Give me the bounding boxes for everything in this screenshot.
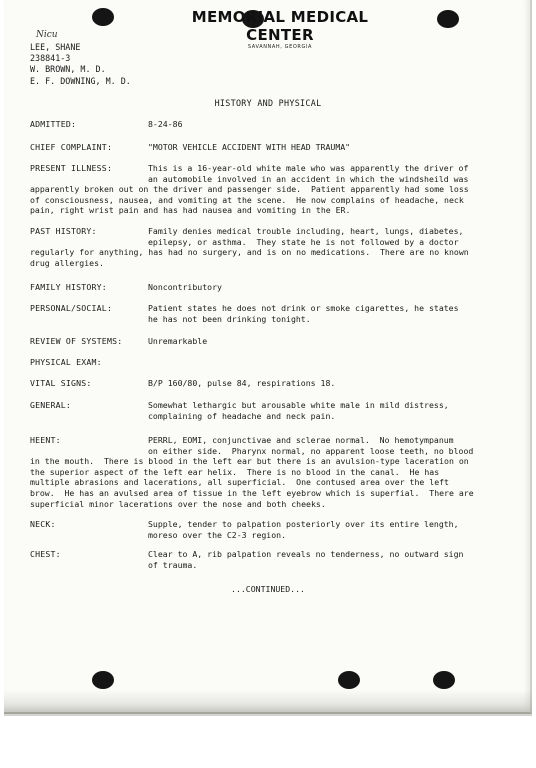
punch-hole-top-right — [437, 10, 459, 28]
record-number: 238841-3 — [30, 53, 71, 64]
section-text-line: the superior aspect of the left ear helix. There is no blood in the canal. He has — [30, 466, 440, 477]
section-text-line: "MOTOR VEHICLE ACCIDENT WITH HEAD TRAUMA" — [148, 142, 351, 152]
section-text-line: regularly for anything, has had no surgery, and is on no medications. There are no known — [30, 247, 469, 258]
section-text-line: of consciousness, nausea, and vomiting at the scene. He now complains of headache, neck — [30, 194, 464, 205]
punch-hole-top-left — [92, 8, 114, 26]
section-label: NECK: — [30, 519, 56, 529]
section-text-line: pain, right wrist pain and has had nausea and vomiting in the ER. — [30, 205, 351, 216]
section-text-line: moreso over the C2-3 region. — [148, 529, 287, 540]
patient-name: LEE, SHANE — [30, 42, 81, 52]
section-label: CHIEF COMPLAINT: — [30, 142, 113, 152]
physician-2: E. F. DOWNING, M. D. — [30, 75, 131, 86]
section-label: PRESENT ILLNESS: — [30, 163, 113, 173]
section-text-line: on either side. Pharynx normal, no apparent loose teeth, no blood — [148, 445, 474, 456]
section-text-line: Patient states he does not drink or smoke cigarettes, he states — [148, 303, 459, 313]
section-label: PHYSICAL EXAM: — [30, 357, 102, 367]
section-text-line: in the mouth. There is blood in the left ear but there is an avulsion-type laceration on — [30, 456, 469, 467]
section-text-line: Supple, tender to palpation posteriorly over its entire length, — [148, 519, 459, 529]
punch-hole-bottom-center — [338, 671, 360, 689]
section-label: FAMILY HISTORY: — [30, 282, 107, 292]
section-label: PERSONAL/SOCIAL: — [30, 303, 113, 313]
section-text-line: Family denies medical trouble including, heart, lungs, diabetes, — [148, 226, 464, 236]
section-label: HEENT: — [30, 435, 61, 445]
letterhead — [160, 8, 400, 50]
page-shadow — [4, 690, 532, 716]
section-text-line: he has not been drinking tonight. — [148, 313, 311, 324]
section-label: GENERAL: — [30, 400, 72, 410]
section-text-line: multiple abrasions and lacerations, all superficial. One contused area over the left — [30, 477, 449, 488]
section-label: CHEST: — [30, 549, 61, 559]
section-text-line: Unremarkable — [148, 336, 208, 346]
section-text-line: Noncontributory — [148, 282, 222, 292]
section-text-line: PERRL, EOMI, conjunctivae and sclerae normal. No hemotympanum — [148, 435, 454, 445]
section-text-line: Somewhat lethargic but arousable white male in mild distress, — [148, 400, 449, 410]
section-text-line: drug allergies. — [30, 257, 104, 268]
handwritten-note: Nicu — [36, 30, 58, 40]
document-title: HISTORY AND PHYSICAL — [214, 98, 322, 108]
patient-info — [30, 42, 131, 87]
section-label: ADMITTED: — [30, 119, 77, 129]
punch-hole-bottom-left — [92, 671, 114, 689]
section-label: PAST HISTORY: — [30, 226, 97, 236]
physician-1: W. BROWN, M. D. — [30, 64, 106, 75]
hospital-name: MEMORIAL MEDICAL CENTER — [191, 8, 369, 44]
section-label: REVIEW OF SYSTEMS: — [30, 336, 123, 346]
section-text-line: an automobile involved in an accident in which the windsheild was — [148, 173, 469, 184]
section-text-line: Clear to A, rib palpation reveals no tenderness, no outward sign — [148, 549, 464, 559]
section-text-line: apparently broken out on the driver and passenger side. Patient apparently had some loss — [30, 184, 469, 195]
section-text-line: epilepsy, or asthma. They state he is not followed by a doctor — [148, 236, 459, 247]
section-text-line: This is a 16-year-old white male who was apparently the driver of — [148, 163, 469, 173]
section-text-line: of trauma. — [148, 559, 198, 570]
section-text-line: brow. He has an avulsed area of tissue in the left eyebrow which is superfial. There are — [30, 487, 474, 498]
section-text-line: superficial minor lacerations over the nose and both cheeks. — [30, 498, 326, 509]
hospital-city: SAVANNAH, GEORGIA — [247, 44, 313, 50]
section-text-line: complaining of headache and neck pain. — [148, 410, 336, 421]
punch-hole-bottom-right — [433, 671, 455, 689]
section-label: VITAL SIGNS: — [30, 378, 92, 388]
continued-marker: ...CONTINUED... — [231, 584, 305, 594]
section-text-line: 8-24-86 — [148, 119, 183, 129]
section-text-line: B/P 160/80, pulse 84, respirations 18. — [148, 378, 336, 388]
